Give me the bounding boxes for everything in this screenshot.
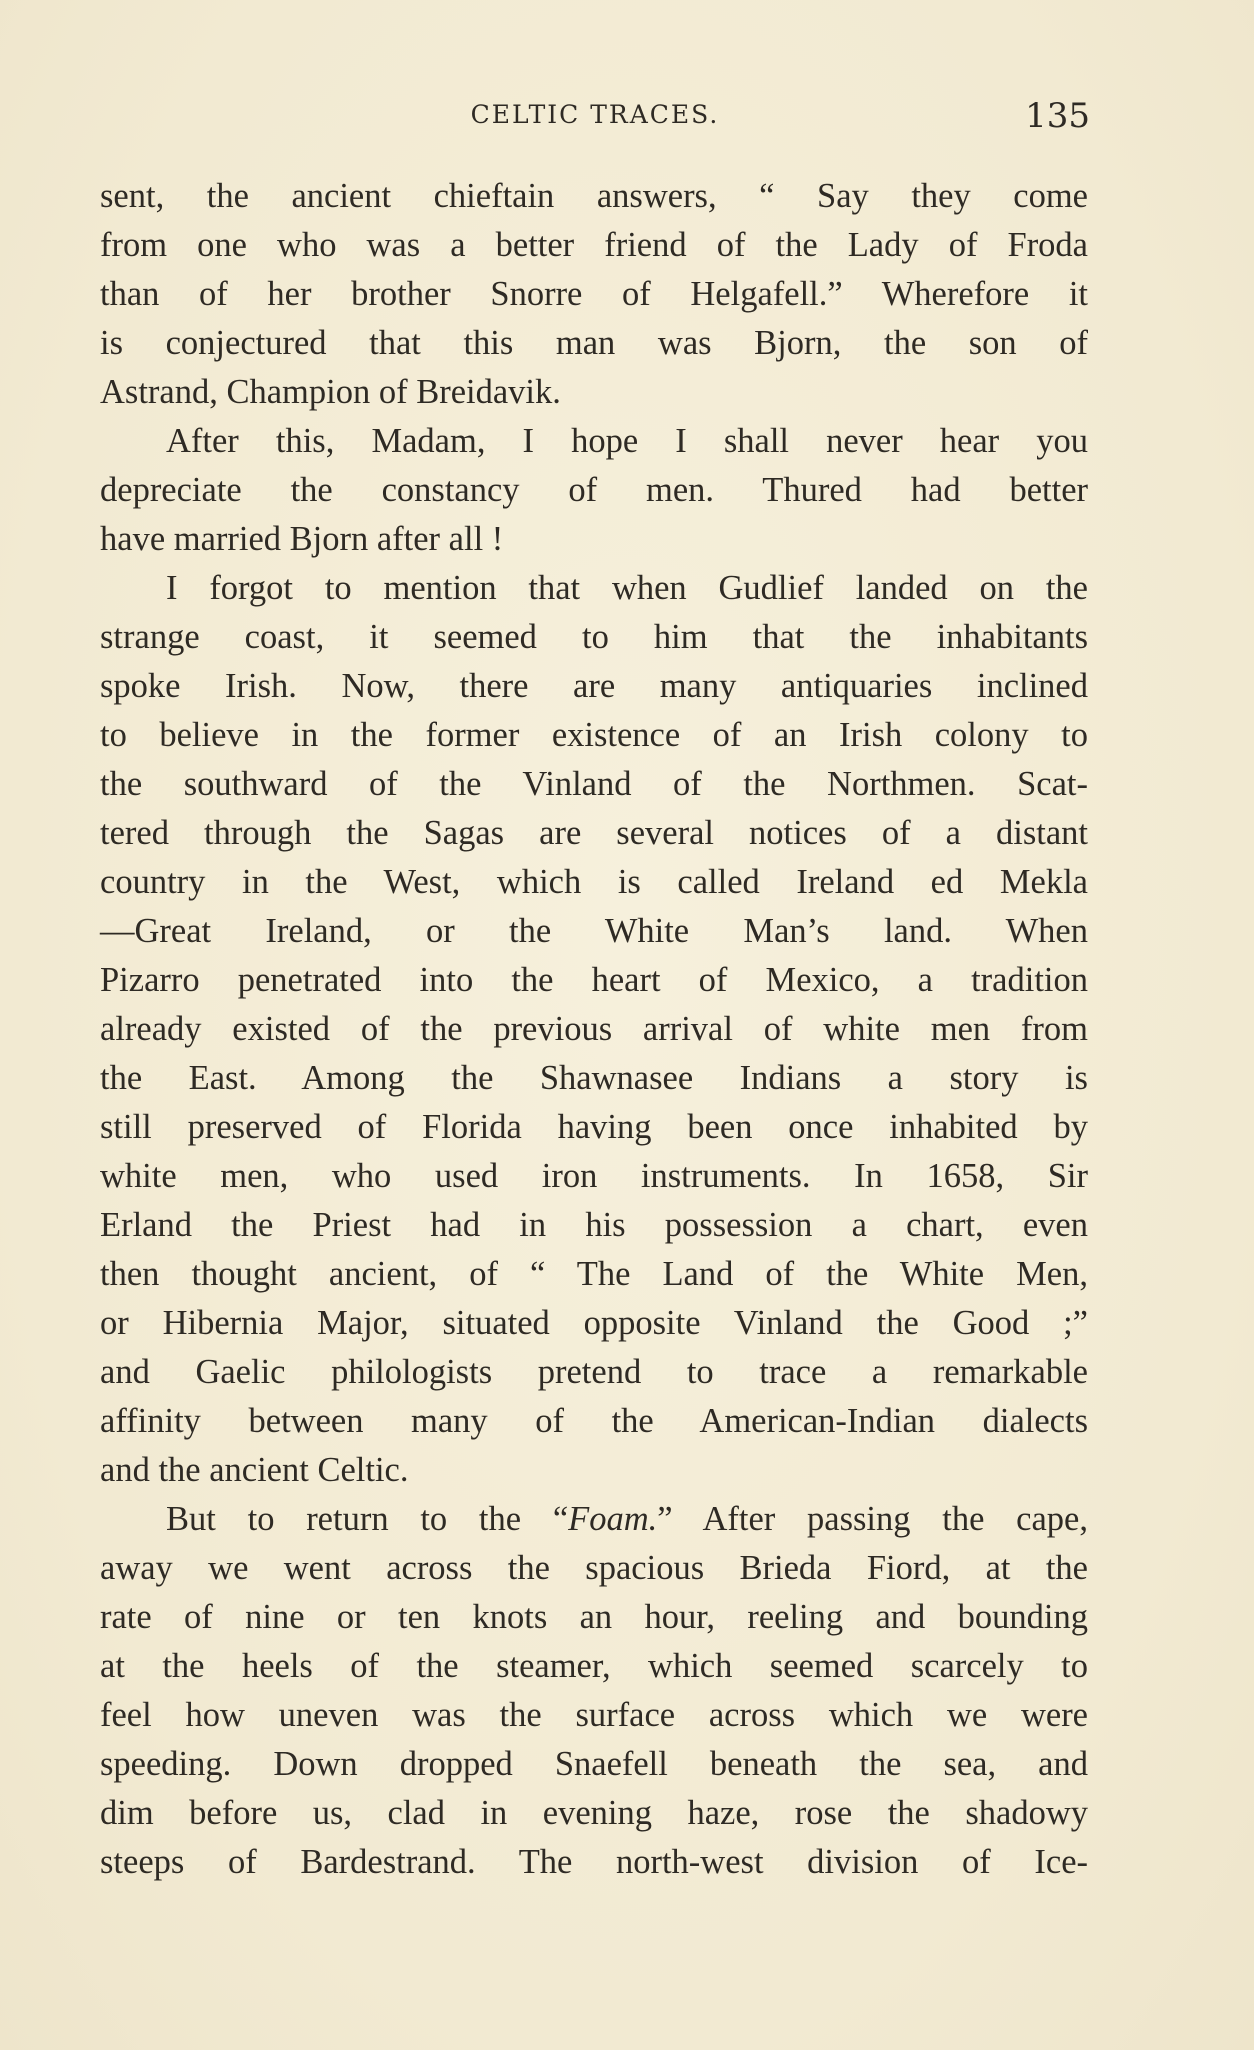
text-line: to believe in the former existence of an Irish colony to [100,716,1088,754]
text-line: affinity between many of the American-Indian dialects [100,1402,1088,1440]
text-line: at the heels of the steamer, which seemed scarcely to [100,1647,1088,1685]
text-line: After this, Madam, I hope I shall never hear you [166,422,1088,460]
text-line: Erland the Priest had in his possession a chart, even [100,1206,1088,1244]
foam-close-quote: ” [657,1500,673,1538]
running-title: CELTIC TRACES. [470,100,720,129]
text-line: I forgot to mention that when Gudlief landed on the [166,569,1088,607]
text-line: and Gaelic philologists pretend to trace a remarkable [100,1353,1088,1391]
text-line: the East. Among the Shawnasee Indians a story is [100,1059,1088,1097]
text-line: feel how uneven was the surface across which we were [100,1696,1088,1734]
text-line: white men, who used iron instruments. In 1658, Sir [100,1157,1088,1195]
page-number: 135 [1025,96,1090,136]
text-line: away we went across the spacious Brieda Fiord, at the [100,1549,1088,1587]
text-line: steeps of Bardestrand. The north-west division of Ice- [100,1843,1088,1881]
text-line: rate of nine or ten knots an hour, reeling and bounding [100,1598,1088,1636]
text-line: is conjectured that this man was Bjorn, the son of [100,324,1088,362]
text-line: Astrand, Champion of Breidavik. [100,373,561,411]
foam-line-prefix: But to return to the “ [166,1500,569,1538]
text-line: have married Bjorn after all ! [100,520,504,558]
foam-line-rest: After passing the cape, [702,1500,1088,1538]
text-line: spoke Irish. Now, there are many antiquaries inclined [100,667,1088,705]
text-line: and the ancient Celtic. [100,1451,409,1489]
text-line: strange coast, it seemed to him that the inhabitants [100,618,1088,656]
text-line: Pizarro penetrated into the heart of Mexico, a tradition [100,961,1088,999]
body-text [100,172,1088,1887]
text-line: sent, the ancient chieftain answers, “ Say they come [100,177,1088,215]
text-line: still preserved of Florida having been once inhabited by [100,1108,1088,1146]
text-line: depreciate the constancy of men. Thured had better [100,471,1088,509]
text-line-foam [100,1495,1088,1544]
text-line: country in the West, which is called Ireland ed Mekla [100,863,1088,901]
foam-word: Foam. [568,1500,658,1538]
text-line: or Hibernia Major, situated opposite Vinland the Good ;” [100,1304,1088,1342]
text-line: speeding. Down dropped Snaefell beneath the sea, and [100,1745,1088,1783]
text-line: dim before us, clad in evening haze, rose the shadowy [100,1794,1088,1832]
text-line: —Great Ireland, or the White Man’s land. When [100,912,1088,950]
text-line: than of her brother Snorre of Helgafell.” Wherefore it [100,275,1088,313]
text-line: already existed of the previous arrival of white men from [100,1010,1088,1048]
text-line: tered through the Sagas are several notices of a distant [100,814,1088,852]
running-head [100,96,1090,142]
text-line: then thought ancient, of “ The Land of the White Men, [100,1255,1088,1293]
text-line: from one who was a better friend of the Lady of Froda [100,226,1088,264]
text-line: the southward of the Vinland of the Northmen. Scat- [100,765,1088,803]
